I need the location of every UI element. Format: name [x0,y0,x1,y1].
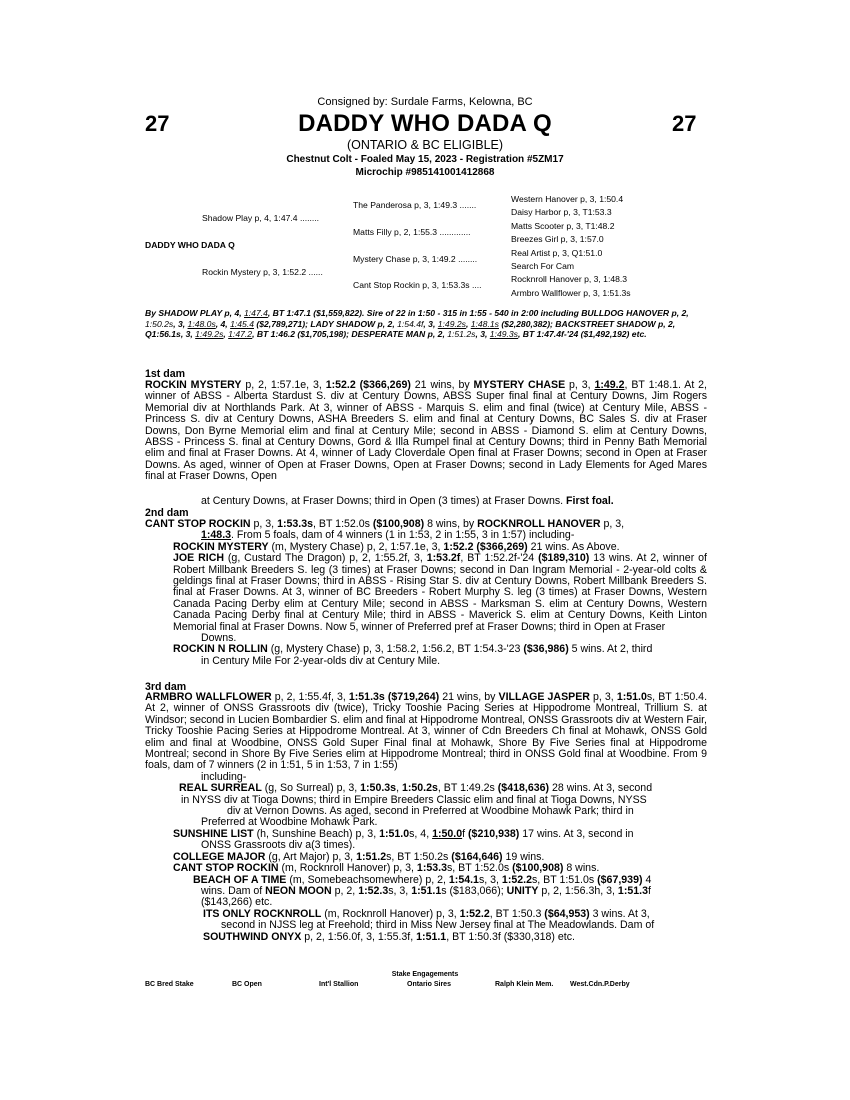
pedigree-g5: Real Artist p, 3, Q1:51.0 [511,248,603,258]
engagement-1: BC Bred Stake [145,981,194,988]
third-dam-offspring-3: COLLEGE MAJOR (g, Art Major) p, 3, 1:51.2s, BT 1:50.2s ($164,646) 19 wins. [173,850,545,863]
third-dam-text: ARMBRO WALLFLOWER p, 2, 1:55.4f, 3, 1:51.3s ($719,264) 21 wins, by VILLAGE JASPER p, 3, 1:51.0s, BT 1:50.4. At 2, winner of ONSS Grassroots div (twice), Tricky Tooshie Pacing Series at Hippodrome Montreal, Trillium S. at Windsor; second in Lucien Bombardier S. elim and final at Hippodrome Montreal, ONSS Grassroots div at Western Fair, Tricky Tooshie Pacing Series at Hippodrome Montreal. At 3, winner of Cdn Breeders Ch final at Mohawk, ONSS Gold elim and final at Woodbine, ONSS Gold Super Final final at Mohawk, Shore By Five Series final at Hippodrome Montreal; second in Shore By Five Series elim at Hippodrome Montreal; third in ONSS Gold final at Woodbine. From 9 foals, dam of 7 winners (2 in 1:51, 5 in 1:53, 7 in 1:55) including- REAL SURREAL (g, So Surreal) p, 3, 1:50.3s, 1:50.2s, BT 1:49.2s ($418,636) 28 wins. At 3, second in NYSS div at Tioga Downs; third in Empire Breeders Classic elim and final at Tioga Downs, NYSS div at Vernon Downs. As aged, second in Preferred at Woodbine Mohawk Park; third in Preferred at Woodbine Mohawk Park. SUNSHINE LIST (h, Sunshine Beach) p, 3, 1:51.0s, 4, 1:50.0f ($210,938) 17 wins. At 3, second in ONSS Grassroots div a(3 times). COLLEGE MAJOR (g, Art Major) p, 3, 1:51.2s, BT 1:50.2s ($164,646) 19 wins. CANT STOP ROCKIN (m, Rocknroll Hanover) p, 3, 1:53.3s, BT 1:52.0s ($100,908) 8 wins. BEACH OF A TIME (m, Somebeachsomewhere) p, 2, 1:54.1s, 3, 1:52.2s, BT 1:51.0s ($67,939) 4 wins. Dam of NEON MOON p, 2, 1:52.3s, 3, 1:51.1s ($183,066); UNITY p, 2, 1:56.3h, 3, 1:51.3f ($143,266) etc. ITS ONLY ROCKNROLL (m, Rocknroll Hanover) p, 3, 1:52.2, BT 1:50.3 ($64,953) 3 wins. At 3, second in NJSS leg at Freehold; third in Miss New Jersey final at The Meadowlands. Dam of SOUTHWIND ONYX p, 2, 1:56.0f, 3, 1:55.3f, 1:51.1, BT 1:50.3f ($330,318) etc. [145,691,708,943]
second-dam-offspring-3: ROCKIN N ROLLIN (g, Mystery Chase) p, 3, 1:58.2, 1:56.2, BT 1:54.3-'23 ($36,986) 5 wins. At 2, third [173,643,653,656]
pedigree-sire-sire: The Panderosa p, 3, 1:49.3 ....... [353,200,477,210]
pedigree-g7: Rocknroll Hanover p, 3, 1:48.3 [511,274,628,284]
eligibility: (ONTARIO & BC ELIGIBLE) [346,138,504,152]
pedigree-g1: Western Hanover p, 3, 1:50.4 [511,194,624,204]
pedigree-sire: Shadow Play p, 4, 1:47.4 ........ [202,213,320,223]
engagement-4: Ontario Sires [407,981,451,988]
pedigree-subject: DADDY WHO DADA Q [145,240,235,250]
horse-description: Chestnut Colt - Foaled May 15, 2023 - Registration #5ZM17 [286,154,564,165]
pedigree-g4: Breezes Girl p, 3, 1:57.0 [511,234,604,244]
horse-name: DADDY WHO DADA Q [298,110,552,137]
third-dam-title: 3rd dam [145,681,187,693]
pedigree-g3: Matts Scooter p, 3, T1:48.2 [511,221,615,231]
second-dam-offspring-1: ROCKIN MYSTERY (m, Mystery Chase) p, 2, 1:57.1e, 3, 1:52.2 ($366,269) 21 wins. As Above. [173,540,620,553]
microchip: Microchip #985141001412868 [355,167,495,178]
third-dam-offspring-1: REAL SURREAL (g, So Surreal) p, 3, 1:50.3s, 1:50.2s, BT 1:49.2s ($418,636) 28 wins. At 3, second [179,782,653,795]
pedigree-dam-sire: Mystery Chase p, 3, 1:49.2 ........ [353,254,478,264]
third-dam-grand-offspring-2: ITS ONLY ROCKNROLL (m, Rocknroll Hanover) p, 3, 1:52.2, BT 1:50.3 ($64,953) 3 wins. At 3, [203,907,650,920]
first-dam-text: ROCKIN MYSTERY p, 2, 1:57.1e, 3, 1:52.2 ($366,269) 21 wins, by MYSTERY CHASE p, 3, 1:49.2, BT 1:48.1. At 2, winner of ABSS - Alberta Stardust S. div at Century Downs, ABSS Super final final at Century Downs, Jim Rogers Memorial div at Northlands Park. At 3, winner of ABSS - Marquis S. elim and final (twice) at Century Mile, ABSS - Princess S. div at Century Downs, ASHA Breeders S. elim and final at Century Downs, BC Sales S. div at Fraser Downs, Don Byrne Memorial elim and final at Century Mile; second in ABSS - Diamond S. elim at Century Downs, ABSS - Princess S. final at Century Downs, Gord & Illa Rumpel final at Century Downs; third in Penny Bath Memorial elim and final at Fraser Downs. At 4, winner of Lady Cloverdale Open final at Fraser Downs; second in Open at Fraser Downs. As aged, winner of Open at Fraser Downs, Open at Fraser Downs; second in Lady Elements for Aged Mares final at Fraser Downs, Open [145,379,708,483]
second-dam-offspring-2: JOE RICH (g, Custard The Dragon) p, 2, 1:55.2f, 3, 1:53.2f, BT 1:52.2f-'24 ($189,310) 13 wins. At 2, winner of Robert Millbank Breeders S. leg (3 times) at Fraser Downs; second in Dan Ingram Memorial - 2-year-old colts & geldings final at Fraser Downs; third in ABSS - Rising Star S. div at Century Downs, Robert Millbank Breeders S. final at Fraser Downs. At 3, winner of BC Breeders - Robert Murphy S. leg (3 times) at Fraser Downs, Western Canada Pacing Derby elim at Century Mile; second in ABSS - Marksman S. elim at Century Downs, Western Canada Pacing Derby final at Century Mile; third in ABSS - Maverick S. elim at Century Downs, Keith Linton Memorial final at Fraser Downs. Now 5, winner of Preferred pref at Fraser Downs; third in Open at Fraser [173,552,707,633]
engagement-5: Ralph Klein Mem. [495,981,554,988]
hip-number-left: 27 [145,111,170,136]
engagement-2: BC Open [232,981,262,988]
first-dam-continuation: at Century Downs, at Fraser Downs; third in Open (3 times) at Fraser Downs. First foal. [201,495,614,507]
third-dam-offspring-2: SUNSHINE LIST (h, Sunshine Beach) p, 3, 1:51.0s, 4, 1:50.0f ($210,938) 17 wins. At 3, second in [173,827,634,840]
sire-summary: By SHADOW PLAY p, 4, 1:47.4, BT 1:47.1 ($1,559,822). Sire of 22 in 1:50 - 315 in 1:55 - 540 in 2:00 including BULLDOG HANOVER p, 2, 1:50.2s, 3, 1:48.0s, 4, 1:45.4 ($2,789,271); LADY SHADOW p, 2, 1:54.4f, 3, 1:49.2s, 1:48.1s ($2,280,382); BACKSTREET SHADOW p, 2, Q1:56.1s, 3, 1:49.2s, 1:47.2, BT 1:46.2 ($1,705,198); DESPERATE MAN p, 2, 1:51.2s, 3, 1:49.3s, BT 1:47.4f-'24 ($1,492,192) etc. [145,308,689,339]
engagement-6: West.Cdn.P.Derby [570,981,630,988]
pedigree-g6: Search For Cam [511,261,575,271]
pedigree-dam-dam: Cant Stop Rockin p, 3, 1:53.3s .... [353,280,482,290]
second-dam-title: 2nd dam [145,507,189,519]
hip-number-right: 27 [672,111,697,136]
engagement-3: Int'l Stallion [319,981,359,988]
pedigree-g2: Daisy Harbor p, 3, T1:53.3 [511,207,612,217]
consigned-by: Consigned by: Surdale Farms, Kelowna, BC [317,96,533,108]
third-dam-grand-offspring-1: BEACH OF A TIME (m, Somebeachsomewhere) p, 2, 1:54.1s, 3, 1:52.2s, BT 1:51.0s ($67,939) 4 [193,873,652,886]
second-dam-text: CANT STOP ROCKIN p, 3, 1:53.3s, BT 1:52.0s ($100,908) 8 wins, by ROCKNROLL HANOVER p, 3, 1:48.3. From 5 foals, dam of 4 winners (1 in 1:53, 2 in 1:55, 3 in 1:57) including- ROCKIN MYSTERY (m, Mystery Chase) p, 2, 1:57.1e, 3, 1:52.2 ($366,269) 21 wins. As Above. JOE RICH (g, Custard The Dragon) p, 2, 1:55.2f, 3, 1:53.2f, BT 1:52.2f-'24 ($189,310) 13 wins. At 2, winner of Robert Millbank Breeders S. leg (3 times) at Fraser Downs; second in Dan Ingram Memorial - 2-year-old colts & geldings final at Fraser Downs; third in ABSS - Rising Star S. div at Century Downs, Robert Millbank Breeders S. final at Fraser Downs. At 3, winner of BC Breeders - Robert Murphy S. leg (3 times) at Fraser Downs, Western Canada Pacing Derby elim at Century Mile; second in ABSS - Marksman S. elim at Century Downs, Western Canada Pacing Derby final at Century Mile; third in ABSS - Maverick S. elim at Century Downs, Keith Linton Memorial final at Fraser Downs. Now 5, winner of Preferred pref at Fraser Downs; third in Open at Fraser Downs. ROCKIN N ROLLIN (g, Mystery Chase) p, 3, 1:58.2, 1:56.2, BT 1:54.3-'23 ($36,986) 5 wins. At 2, third in Century Mile For 2-year-olds div at Century Mile. [145,518,707,667]
third-dam-offspring-4: CANT STOP ROCKIN (m, Rocknroll Hanover) p, 3, 1:53.3s, BT 1:52.0s ($100,908) 8 wins. [173,862,600,875]
pedigree-g8: Armbro Wallflower p, 3, 1:51.3s [511,288,631,298]
pedigree-dam: Rockin Mystery p, 3, 1:52.2 ...... [202,267,323,277]
first-dam-title: 1st dam [145,368,186,380]
pedigree-sire-dam: Matts Filly p, 2, 1:55.3 ............. [353,227,471,237]
stake-engagements-title: Stake Engagements [391,971,459,978]
